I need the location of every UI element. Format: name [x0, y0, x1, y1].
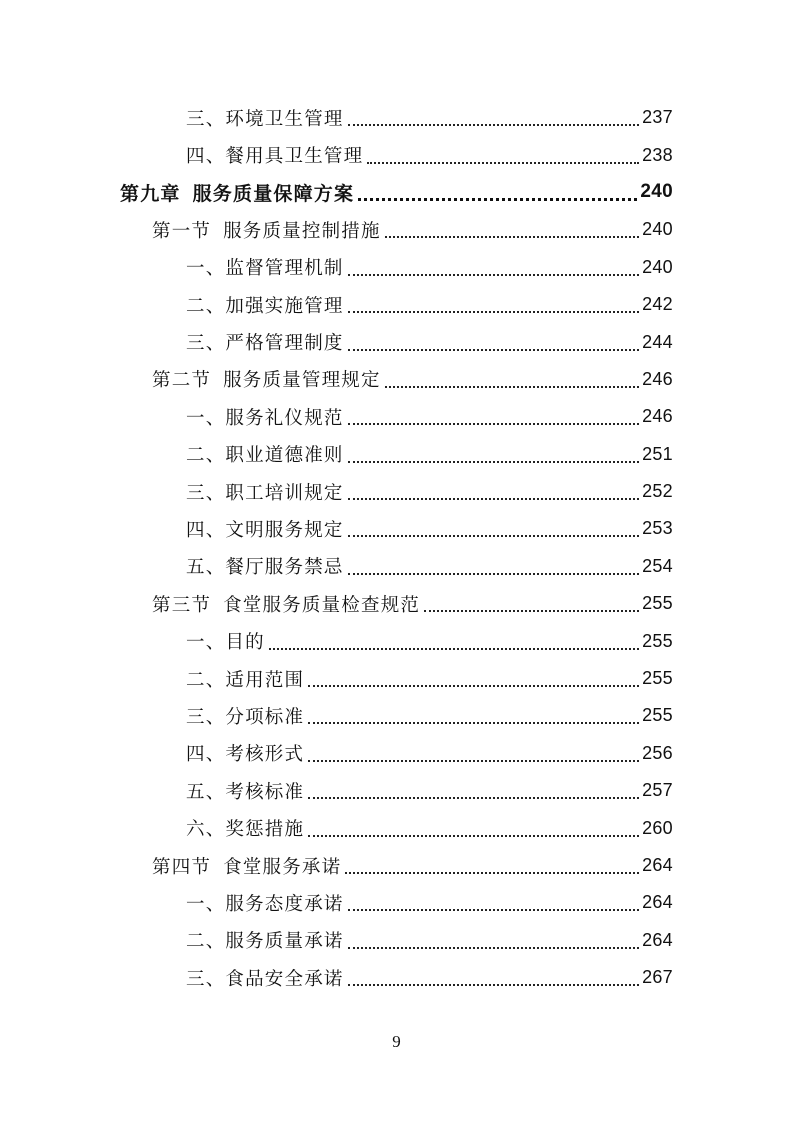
toc-entry-page: 255 [642, 630, 673, 651]
toc-entry-title [186, 404, 344, 430]
toc-entry-text: 职业道德准则 [225, 445, 344, 467]
toc-entry-subsection[interactable] [0, 136, 793, 173]
toc-entry-page: 267 [642, 967, 673, 988]
toc-entry-text: 食品安全承诺 [225, 968, 344, 990]
toc-entry-title [152, 853, 341, 879]
toc-entry-subsection[interactable] [0, 697, 793, 734]
dot-leader [367, 161, 639, 164]
toc-entry-page: 251 [642, 443, 673, 464]
dot-leader [348, 534, 639, 537]
toc-entry-page: 253 [642, 518, 673, 539]
toc-entry-page: 257 [642, 780, 673, 801]
toc-entry-title [186, 703, 304, 729]
toc-entry-subsection[interactable] [0, 398, 793, 435]
toc-entry-number: 三、 [186, 108, 226, 130]
toc-entry-text: 服务礼仪规范 [225, 407, 344, 429]
toc-entry-subsection[interactable] [0, 772, 793, 809]
dot-leader [308, 684, 639, 687]
toc-entry-number: 四、 [186, 519, 226, 541]
toc-entry-title [186, 142, 363, 168]
dot-leader [348, 273, 639, 276]
toc-entry-title [186, 628, 265, 654]
toc-entry-page: 260 [642, 817, 673, 838]
dot-leader [348, 310, 639, 313]
toc-entry-text: 服务质量保障方案 [192, 182, 355, 205]
toc-entry-number: 五、 [186, 781, 226, 803]
toc-entry-title [152, 591, 420, 617]
toc-entry-title [186, 890, 344, 916]
toc-entry-title [120, 179, 354, 206]
toc-entry-number: 二、 [186, 669, 226, 691]
toc-entry-number: 三、 [186, 482, 226, 504]
toc-entry-number: 第二节 [152, 370, 212, 392]
toc-entry-page: 252 [642, 481, 673, 502]
toc-entry-page: 264 [642, 892, 673, 913]
toc-entry-text: 服务态度承诺 [225, 893, 344, 915]
toc-entry-page: 244 [642, 331, 673, 352]
toc-entry-chapter[interactable] [0, 174, 793, 211]
toc-entry-page: 264 [642, 929, 673, 950]
toc-entry-text: 文明服务规定 [225, 519, 344, 541]
toc-entry-subsection[interactable] [0, 286, 793, 323]
toc-entry-page: 255 [642, 705, 673, 726]
dot-leader [348, 460, 639, 463]
page-number: 9 [392, 1032, 401, 1051]
toc-entry-subsection[interactable] [0, 510, 793, 547]
dot-leader [308, 834, 639, 837]
toc-entry-page: 246 [642, 406, 673, 427]
toc-entry-subsection[interactable] [0, 548, 793, 585]
toc-entry-text: 服务质量承诺 [225, 931, 344, 953]
toc-entry-page: 240 [642, 256, 673, 277]
toc-entry-page: 256 [642, 742, 673, 763]
dot-leader [348, 422, 639, 425]
toc-entry-number: 六、 [186, 819, 226, 841]
toc-entry-title [186, 292, 344, 318]
toc-entry-number: 第一节 [152, 220, 212, 242]
toc-entry-text: 分项标准 [225, 706, 305, 728]
toc-entry-number: 一、 [186, 407, 226, 429]
dot-leader [308, 721, 639, 724]
toc-entry-page: 240 [642, 219, 673, 240]
toc-entry-title [186, 965, 344, 991]
toc-entry-subsection[interactable] [0, 884, 793, 921]
toc-entry-subsection[interactable] [0, 249, 793, 286]
toc-entry-title [186, 516, 344, 542]
toc-entry-number: 三、 [186, 968, 226, 990]
toc-entry-text: 餐厅服务禁忌 [225, 557, 344, 579]
toc-entry-title [186, 927, 344, 953]
toc-entry-title [152, 366, 381, 392]
toc-entry-page: 255 [642, 668, 673, 689]
toc-entry-title [152, 217, 381, 243]
dot-leader [348, 983, 639, 986]
toc-entry-title [186, 815, 304, 841]
dot-leader [348, 572, 639, 575]
dot-leader [358, 197, 637, 201]
toc-entry-title [186, 105, 344, 131]
toc-entry-title [186, 254, 344, 280]
dot-leader [348, 908, 639, 911]
dot-leader [348, 946, 639, 949]
table-of-contents [0, 99, 793, 996]
toc-entry-number: 第三节 [152, 594, 212, 616]
toc-entry-section[interactable] [0, 211, 793, 248]
toc-entry-page: 240 [640, 181, 673, 203]
toc-entry-page: 254 [642, 555, 673, 576]
toc-entry-subsection[interactable] [0, 622, 793, 659]
toc-entry-text: 加强实施管理 [225, 295, 344, 317]
toc-entry-text: 环境卫生管理 [225, 108, 344, 130]
toc-entry-number: 一、 [186, 632, 226, 654]
toc-entry-title [186, 666, 304, 692]
toc-entry-number: 三、 [186, 706, 226, 728]
toc-entry-text: 职工培训规定 [225, 482, 344, 504]
toc-entry-title [186, 329, 344, 355]
toc-entry-title [186, 441, 344, 467]
dot-leader [424, 609, 639, 612]
toc-entry-subsection[interactable] [0, 99, 793, 136]
toc-entry-section[interactable] [0, 847, 793, 884]
dot-leader [385, 235, 639, 238]
toc-entry-number: 三、 [186, 333, 226, 355]
toc-entry-title [186, 740, 304, 766]
toc-entry-text: 考核形式 [225, 744, 305, 766]
toc-entry-number: 二、 [186, 931, 226, 953]
toc-entry-number: 第九章 [120, 182, 181, 205]
toc-entry-page: 264 [642, 855, 673, 875]
toc-entry-title [186, 778, 304, 804]
toc-entry-text: 目的 [225, 632, 265, 654]
toc-entry-subsection[interactable] [0, 809, 793, 846]
toc-entry-section[interactable] [0, 585, 793, 622]
toc-entry-number: 二、 [186, 445, 226, 467]
toc-entry-number: 四、 [186, 744, 226, 766]
toc-entry-page: 255 [642, 593, 673, 614]
toc-entry-page: 238 [642, 144, 673, 165]
toc-entry-subsection[interactable] [0, 922, 793, 959]
toc-entry-page: 242 [642, 294, 673, 315]
toc-entry-section[interactable] [0, 361, 793, 398]
toc-entry-text: 监督管理机制 [225, 258, 344, 280]
toc-entry-text: 奖惩措施 [225, 819, 305, 841]
toc-entry-number: 一、 [186, 258, 226, 280]
toc-entry-number: 四、 [186, 146, 226, 168]
dot-leader [345, 871, 639, 874]
toc-entry-number: 一、 [186, 893, 226, 915]
dot-leader [308, 796, 639, 799]
toc-entry-text: 食堂服务承诺 [223, 856, 342, 878]
toc-entry-text: 适用范围 [225, 669, 305, 691]
toc-entry-number: 第四节 [152, 856, 212, 878]
toc-entry-subsection[interactable] [0, 735, 793, 772]
toc-entry-title [186, 553, 344, 579]
toc-entry-subsection[interactable] [0, 323, 793, 360]
toc-entry-page: 246 [642, 368, 673, 389]
dot-leader [385, 385, 639, 388]
dot-leader [269, 647, 639, 650]
toc-entry-number: 二、 [186, 295, 226, 317]
toc-entry-text: 严格管理制度 [225, 333, 344, 355]
toc-entry-subsection[interactable] [0, 473, 793, 510]
toc-entry-text: 餐用具卫生管理 [225, 146, 364, 168]
dot-leader [348, 348, 639, 351]
toc-entry-number: 五、 [186, 557, 226, 579]
toc-entry-title [186, 479, 344, 505]
dot-leader [348, 497, 639, 500]
toc-entry-text: 食堂服务质量检查规范 [223, 594, 421, 616]
toc-entry-text: 服务质量控制措施 [223, 220, 381, 242]
toc-entry-page: 237 [642, 107, 673, 128]
toc-entry-text: 考核标准 [225, 781, 305, 803]
dot-leader [348, 123, 639, 126]
toc-entry-subsection[interactable] [0, 959, 793, 996]
dot-leader [308, 759, 639, 762]
toc-entry-subsection[interactable] [0, 660, 793, 697]
toc-entry-subsection[interactable] [0, 436, 793, 473]
toc-entry-text: 服务质量管理规定 [223, 370, 381, 392]
